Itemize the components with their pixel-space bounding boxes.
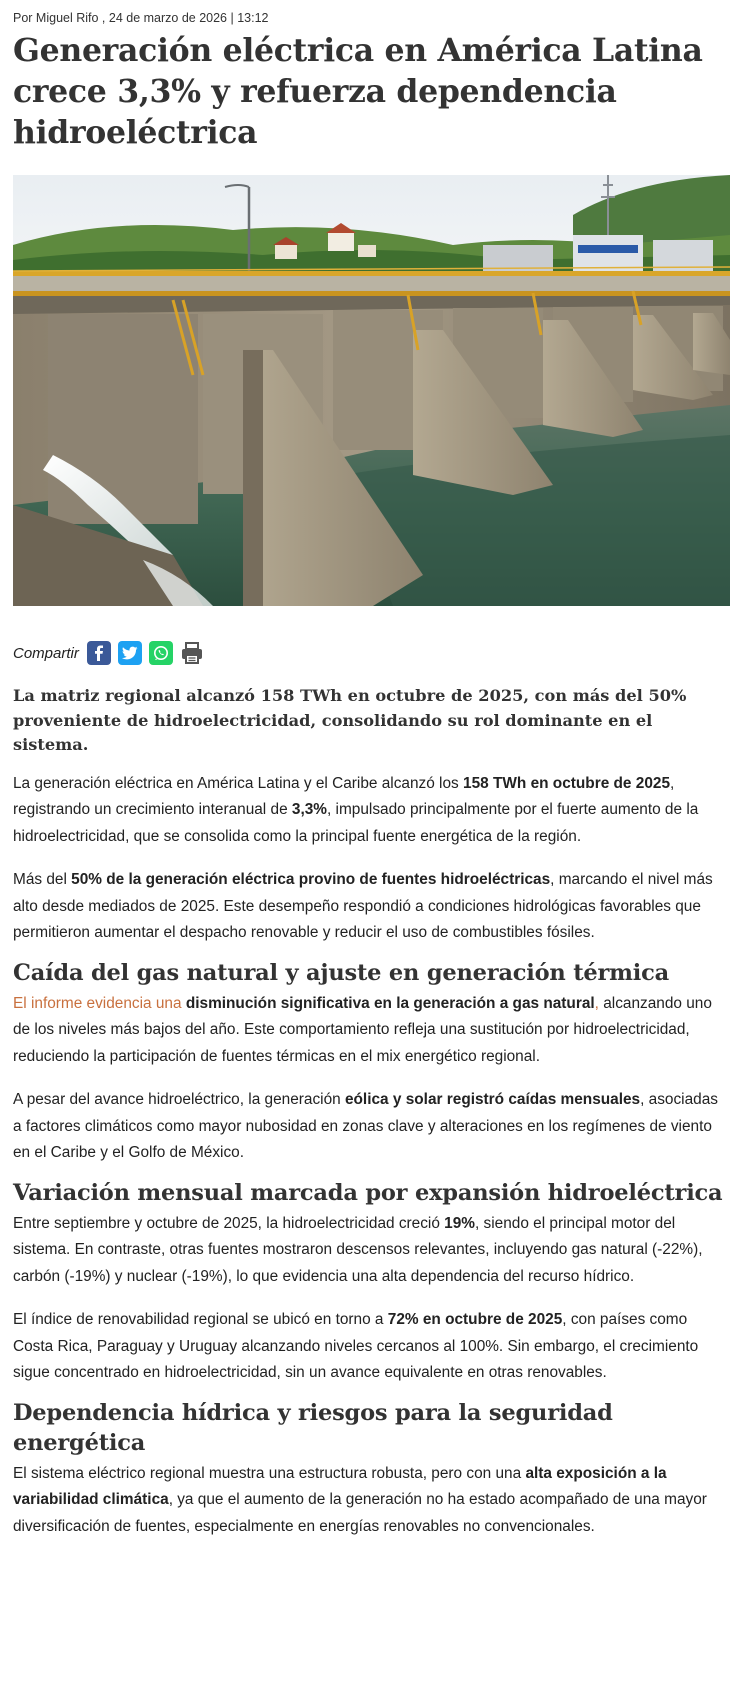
section-heading-dependency: Dependencia hídrica y riesgos para la seguridad energética (13, 1399, 613, 1456)
twitter-icon[interactable] (118, 641, 142, 665)
section-heading-gas: Caída del gas natural y ajuste en generación térmica (13, 959, 670, 986)
section-heading-variation: Variación mensual marcada por expansión hidroeléctrica (13, 1179, 723, 1206)
byline: Por Miguel Rifo , 24 de marzo de 2026 | 13:12 (13, 11, 269, 25)
article-lead: La matriz regional alcanzó 158 TWh en octubre de 2025, con más del 50% proveniente de hidroelectricidad, consolidando su rol dominante en el sistema. (13, 686, 687, 754)
paragraph-7: El sistema eléctrico regional muestra una estructura robusta, pero con una alta exposición a la variabilidad climática, ya que el aumento de la generación no ha estado acompañado de una mayor diversificación de fuentes, especialmente en energías renovables no convencionales. (13, 1464, 707, 1535)
headline: Generación eléctrica en América Latina crece 3,3% y refuerza dependencia hidroeléctrica (13, 32, 703, 151)
paragraph-6: El índice de renovabilidad regional se ubicó en torno a 72% en octubre de 2025, con países como Costa Rica, Paraguay y Uruguay alcanzando niveles cercanos al 100%. Sin embargo, el crecimiento sigue concentrado en hidroelectricidad, sin un avance equivalente en otras renovables. (13, 1311, 699, 1381)
paragraph-4: A pesar del avance hidroeléctrico, la generación eólica y solar registró caídas mensuales, asociadas a factores climáticos como mayor nubosidad en zonas clave y alteraciones en los regímenes de viento en el Caribe y el Golfo de México. (13, 1091, 718, 1161)
share-bar (13, 639, 730, 667)
print-icon[interactable] (180, 641, 204, 665)
paragraph-3: El informe evidencia una disminución significativa en la generación a gas natural, alcanzando uno de los niveles más bajos del año. Este comportamiento refleja una sustitución por hidroelectricidad, reduciendo la participación de fuentes térmicas en el mix energético regional. (13, 994, 712, 1065)
hero-image-dam (13, 175, 730, 606)
paragraph-1: La generación eléctrica en América Latina y el Caribe alcanzó los 158 TWh en octubre de 2025, registrando un crecimiento interanual de 3,3%, impulsado principalmente por el fuerte aumento de la hidroelectricidad, que se consolida como la principal fuente energética de la región. (13, 774, 699, 845)
facebook-icon[interactable] (87, 641, 111, 665)
share-label: Compartir (13, 644, 79, 662)
paragraph-5: Entre septiembre y octubre de 2025, la hidroelectricidad creció 19%, siendo el principal motor del sistema. En contraste, otras fuentes mostraron descensos relevantes, incluyendo gas natural (-22%), carbón (-19%) y nuclear (-19%), lo que evidencia una alta dependencia del recurso hídrico. (13, 1214, 703, 1285)
whatsapp-icon[interactable] (149, 641, 173, 665)
report-link[interactable]: El informe evidencia una disminución significativa en la generación a gas natural, (13, 994, 599, 1012)
paragraph-2: Más del 50% de la generación eléctrica provino de fuentes hidroeléctricas, marcando el nivel más alto desde mediados de 2025. Este desempeño respondió a condiciones hidrológicas favorables que permitieron aumentar el despacho renovable y reducir el uso de combustibles fósiles. (13, 871, 713, 941)
